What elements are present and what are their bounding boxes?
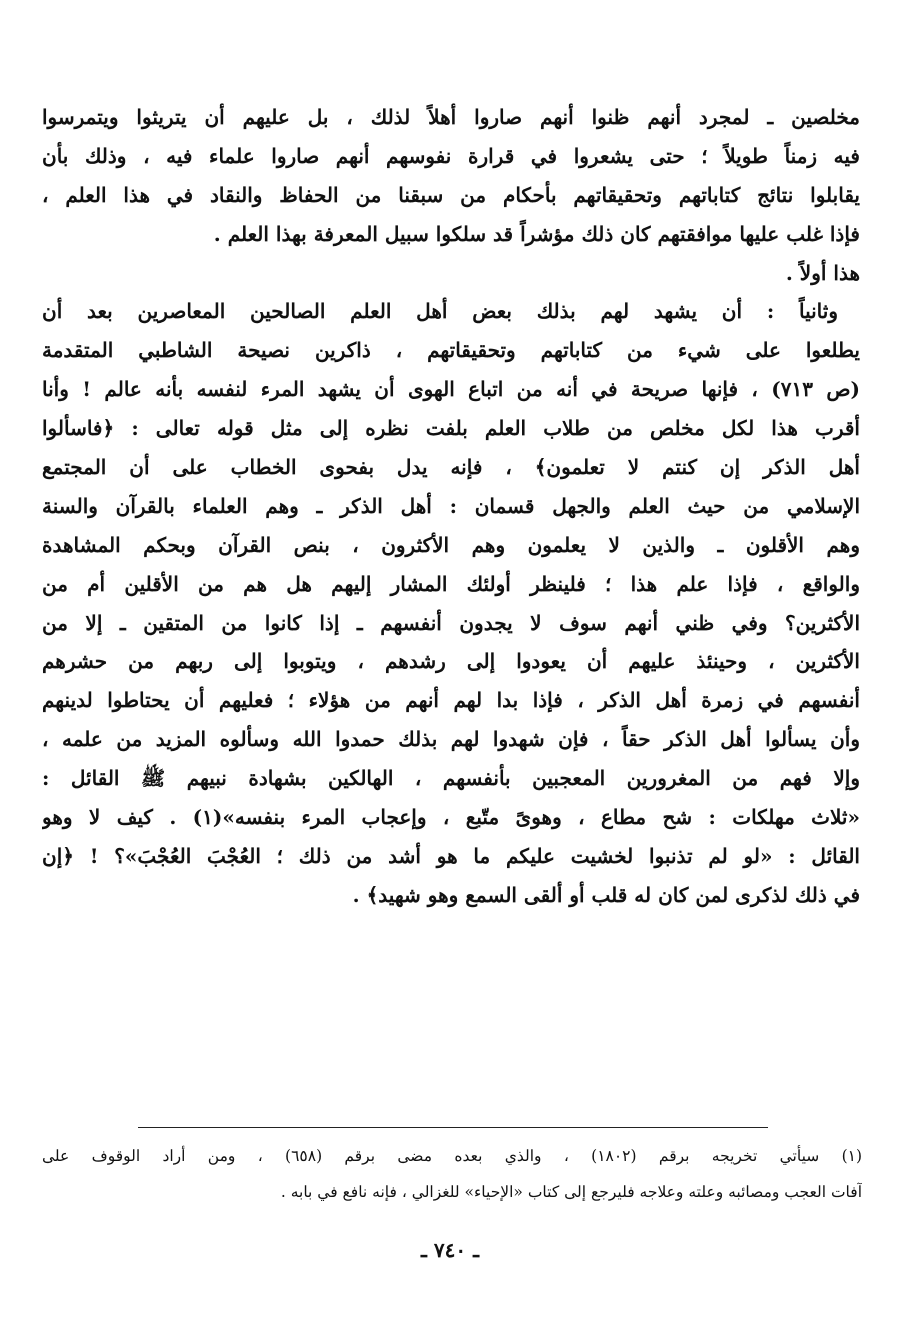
body-line: «ثلاث مهلكات : شح مطاع ، وهوىً متّبع ، وإعجاب المرء بنفسه»(١) . كيف لا وهو: [42, 805, 860, 830]
body-line: أنفسهم في زمرة أهل الذكر ، فإذا بدا لهم أنهم من هؤلاء ؛ فعليهم أن يحتاطوا لدينهم: [42, 688, 860, 713]
body-line: وثانياً : أن يشهد لهم بذلك بعض أهل العلم الصالحين المعاصرين بعد أن: [42, 299, 838, 324]
footnote-line: (١) سيأتي تخريجه برقم (١٨٠٢) ، والذي بعده مضى برقم (٦٥٨) ، ومن أراد الوقوف على: [42, 1147, 862, 1165]
body-line: الإسلامي من حيث العلم والجهل قسمان : أهل الذكر ـ وهم العلماء بالقرآن والسنة: [42, 493, 860, 518]
body-line: وإلا فهم من المغرورين المعجبين بأنفسهم ، الهالكين بشهادة نبيهم ﷺ القائل :: [42, 766, 860, 791]
body-line: يقابلوا نتائج كتاباتهم وتحقيقاتهم بأحكام من سبقنا من الحفاظ والنقاد في هذا العلم ،: [42, 182, 860, 207]
body-line: فيه زمناً طويلاً ؛ حتى يشعروا في قرارة نفوسهم أنهم صاروا علماء فيه ، وذلك بأن: [42, 143, 860, 168]
body-line: والواقع ، فإذا علم هذا ؛ فلينظر أولئك المشار إليهم هل هم من الأقلين أم من: [42, 571, 860, 596]
body-line: الأكثرين؟ وفي ظني أنهم سوف لا يجدون أنفسهم ـ إذا كانوا من المتقين ـ إلا من: [42, 610, 860, 635]
footnote-line: آفات العجب ومصائبه وعلته وعلاجه فليرجع إلى كتاب «الإحياء» للغزالي ، فإنه نافع في بابه .: [280, 1183, 862, 1201]
body-line: فإذا غلب عليها موافقتهم كان ذلك مؤشراً قد سلكوا سبيل المعرفة بهذا العلم .: [213, 221, 860, 246]
body-line: وهم الأقلون ـ والذين لا يعلمون وهم الأكثرون ، بنص القرآن وبحكم المشاهدة: [42, 532, 860, 557]
body-line: (ص ٧١٣) ، فإنها صريحة في أنه من اتباع الهوى أن يشهد المرء لنفسه بأنه عالم ! وأنا: [42, 377, 860, 402]
body-line: أهل الذكر إن كنتم لا تعلمون﴾ ، فإنه يدل بفحوى الخطاب على أن المجتمع: [42, 455, 860, 480]
body-line: أقرب هذا لكل مخلص من طلاب العلم بلفت نظره إلى مثل قوله تعالى : ﴿فاسألوا: [42, 416, 860, 441]
body-line: في ذلك لذكرى لمن كان له قلب أو ألقى السمع وهو شهيد﴾ .: [352, 882, 860, 907]
body-line: يطلعوا على شيء من كتاباتهم وتحقيقاتهم ، ذاكرين نصيحة الشاطبي المتقدمة: [42, 338, 860, 363]
footnotes: [42, 1138, 862, 1210]
footnote-separator: [138, 1127, 768, 1128]
body-line: الأكثرين ، وحينئذ عليهم أن يعودوا إلى رشدهم ، ويتوبوا إلى ربهم من حشرهم: [42, 649, 860, 674]
body-line: وأن يسألوا أهل الذكر حقاً ، فإن شهدوا لهم بذلك حمدوا الله وسألوه المزيد من علمه ،: [42, 727, 860, 752]
body-line: مخلصين ـ لمجرد أنهم ظنوا أنهم صاروا أهلاً لذلك ، بل عليهم أن يتريثوا ويتمرسوا: [42, 105, 860, 129]
body-line: القائل : «لو لم تذنبوا لخشيت عليكم ما هو أشد من ذلك ؛ العُجْبَ العُجْبَ»؟ ! ﴿إن: [42, 843, 860, 868]
body-text: [42, 98, 860, 915]
body-line: هذا أولاً .: [785, 260, 860, 285]
page-number: ـ ٧٤٠ ـ: [421, 1238, 479, 1262]
